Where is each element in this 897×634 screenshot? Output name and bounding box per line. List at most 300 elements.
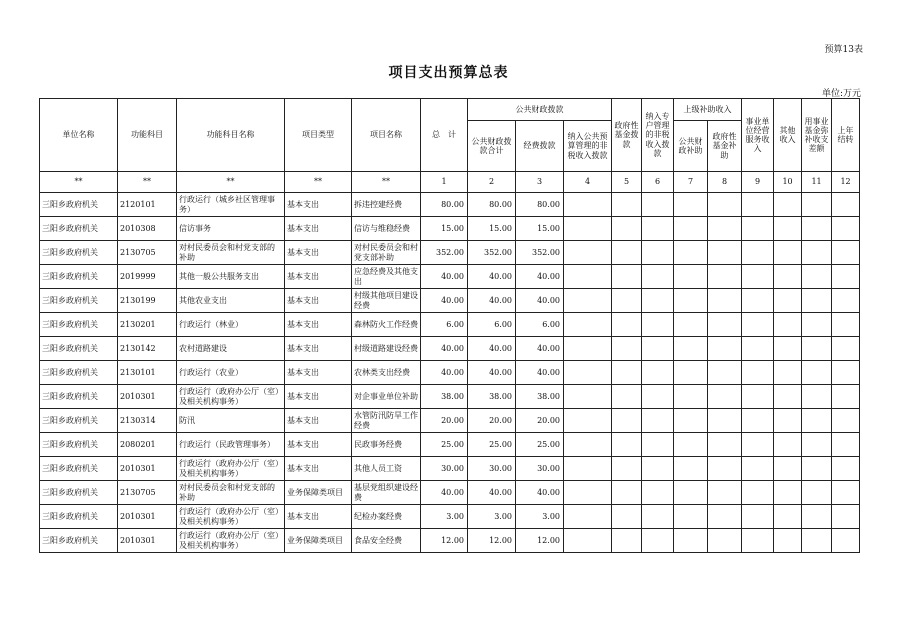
empty-cell <box>832 433 860 457</box>
empty-cell <box>832 217 860 241</box>
empty-cell <box>708 289 742 313</box>
empty-cell <box>612 457 642 481</box>
empty-cell <box>832 289 860 313</box>
empty-cell <box>612 481 642 505</box>
cell-unit-name: 三阳乡政府机关 <box>40 457 118 481</box>
empty-cell <box>802 361 832 385</box>
cell-func-code: 2130705 <box>118 481 177 505</box>
header-fund-balance: 用事业基金弥补收支差额 <box>802 99 832 172</box>
empty-cell <box>742 433 774 457</box>
empty-cell <box>708 241 742 265</box>
unit-label: 单位:万元 <box>821 89 861 99</box>
cell-func-code: 2010301 <box>118 385 177 409</box>
empty-cell <box>674 361 708 385</box>
empty-cell <box>564 457 612 481</box>
cell-unit-name: 三阳乡政府机关 <box>40 481 118 505</box>
cell-proj-name: 食品安全经费 <box>352 529 421 553</box>
table-row <box>40 361 860 385</box>
header-carryover: 上年结转 <box>832 99 860 172</box>
index-cell: 11 <box>802 172 832 193</box>
empty-cell <box>802 481 832 505</box>
cell-func-name: 防汛 <box>177 409 285 433</box>
empty-cell <box>642 313 674 337</box>
cell-func-code: 2130705 <box>118 241 177 265</box>
empty-cell <box>564 409 612 433</box>
empty-cell <box>642 265 674 289</box>
cell-func-name: 行政运行（民政管理事务） <box>177 433 285 457</box>
empty-cell <box>642 529 674 553</box>
empty-cell <box>832 241 860 265</box>
cell-pf-subtotal: 40.00 <box>468 361 516 385</box>
empty-cell <box>742 241 774 265</box>
empty-cell <box>674 337 708 361</box>
empty-cell <box>774 409 802 433</box>
empty-cell <box>564 193 612 217</box>
empty-cell <box>802 265 832 289</box>
empty-cell <box>774 505 802 529</box>
cell-unit-name: 三阳乡政府机关 <box>40 289 118 313</box>
cell-pf-subtotal: 352.00 <box>468 241 516 265</box>
empty-cell <box>802 313 832 337</box>
empty-cell <box>564 217 612 241</box>
empty-cell <box>832 409 860 433</box>
empty-cell <box>708 505 742 529</box>
empty-cell <box>832 265 860 289</box>
header-gov-fund: 政府性基金拨款 <box>612 99 642 172</box>
cell-proj-type: 基本支出 <box>285 457 352 481</box>
cell-pf-funding: 40.00 <box>516 337 564 361</box>
empty-cell <box>742 505 774 529</box>
cell-proj-name: 村级其他项目建设经费 <box>352 289 421 313</box>
empty-cell <box>708 193 742 217</box>
cell-proj-type: 业务保障类项目 <box>285 529 352 553</box>
empty-cell <box>774 529 802 553</box>
empty-cell <box>642 337 674 361</box>
empty-cell <box>708 385 742 409</box>
empty-cell <box>612 337 642 361</box>
cell-unit-name: 三阳乡政府机关 <box>40 193 118 217</box>
table-row <box>40 481 860 505</box>
cell-total: 15.00 <box>421 217 468 241</box>
empty-cell <box>674 385 708 409</box>
cell-pf-funding: 40.00 <box>516 481 564 505</box>
empty-cell <box>774 289 802 313</box>
cell-func-name: 行政运行（农业） <box>177 361 285 385</box>
cell-total: 80.00 <box>421 193 468 217</box>
header-operating: 事业单位经营服务收入 <box>742 99 774 172</box>
index-cell: 2 <box>468 172 516 193</box>
cell-pf-funding: 38.00 <box>516 385 564 409</box>
empty-cell <box>832 313 860 337</box>
header-special-nontax: 纳入专户管理的非税收入拨款 <box>642 99 674 172</box>
empty-cell <box>642 193 674 217</box>
cell-pf-funding: 20.00 <box>516 409 564 433</box>
empty-cell <box>742 457 774 481</box>
empty-cell <box>742 289 774 313</box>
header-proj-name: 项目名称 <box>352 99 421 172</box>
empty-cell <box>564 313 612 337</box>
empty-cell <box>832 193 860 217</box>
cell-total: 38.00 <box>421 385 468 409</box>
cell-func-code: 2019999 <box>118 265 177 289</box>
cell-pf-funding: 6.00 <box>516 313 564 337</box>
cell-pf-funding: 25.00 <box>516 433 564 457</box>
empty-cell <box>642 481 674 505</box>
empty-cell <box>708 217 742 241</box>
cell-proj-name: 水管防汛防旱工作经费 <box>352 409 421 433</box>
empty-cell <box>802 457 832 481</box>
cell-func-code: 2130201 <box>118 313 177 337</box>
index-cell: 8 <box>708 172 742 193</box>
cell-proj-name: 对村民委员会和村党支部补助 <box>352 241 421 265</box>
cell-func-name: 信访事务 <box>177 217 285 241</box>
cell-proj-type: 基本支出 <box>285 241 352 265</box>
cell-pf-funding: 15.00 <box>516 217 564 241</box>
header-other: 其他收入 <box>774 99 802 172</box>
cell-pf-subtotal: 12.00 <box>468 529 516 553</box>
table-row <box>40 217 860 241</box>
cell-total: 3.00 <box>421 505 468 529</box>
cell-func-name: 对村民委员会和村党支部的补助 <box>177 481 285 505</box>
cell-pf-funding: 40.00 <box>516 289 564 313</box>
empty-cell <box>612 193 642 217</box>
empty-cell <box>642 385 674 409</box>
cell-pf-subtotal: 25.00 <box>468 433 516 457</box>
cell-total: 25.00 <box>421 433 468 457</box>
empty-cell <box>612 505 642 529</box>
cell-proj-type: 基本支出 <box>285 217 352 241</box>
empty-cell <box>564 505 612 529</box>
cell-func-code: 2010301 <box>118 505 177 529</box>
cell-pf-subtotal: 38.00 <box>468 385 516 409</box>
index-cell: 7 <box>674 172 708 193</box>
cell-proj-type: 基本支出 <box>285 505 352 529</box>
cell-func-name: 行政运行（政府办公厅（室）及相关机构事务） <box>177 529 285 553</box>
empty-cell <box>708 433 742 457</box>
cell-pf-subtotal: 40.00 <box>468 337 516 361</box>
cell-func-name: 对村民委员会和村党支部的补助 <box>177 241 285 265</box>
header-pf-nontax: 纳入公共预算管理的非税收入拨款 <box>564 121 612 172</box>
empty-cell <box>802 409 832 433</box>
empty-cell <box>832 457 860 481</box>
empty-cell <box>612 409 642 433</box>
cell-total: 12.00 <box>421 529 468 553</box>
empty-cell <box>674 433 708 457</box>
cell-pf-subtotal: 40.00 <box>468 481 516 505</box>
empty-cell <box>742 529 774 553</box>
cell-unit-name: 三阳乡政府机关 <box>40 361 118 385</box>
empty-cell <box>774 481 802 505</box>
index-cell: ** <box>285 172 352 193</box>
empty-cell <box>832 385 860 409</box>
cell-func-code: 2010308 <box>118 217 177 241</box>
cell-proj-name: 民政事务经费 <box>352 433 421 457</box>
table-header <box>40 99 860 172</box>
empty-cell <box>742 361 774 385</box>
empty-cell <box>674 529 708 553</box>
cell-func-code: 2130199 <box>118 289 177 313</box>
table-row <box>40 433 860 457</box>
index-cell: 10 <box>774 172 802 193</box>
cell-proj-name: 纪检办案经费 <box>352 505 421 529</box>
cell-pf-subtotal: 3.00 <box>468 505 516 529</box>
cell-func-code: 2130101 <box>118 361 177 385</box>
cell-proj-name: 基层党组织建设经费 <box>352 481 421 505</box>
header-sup-public: 公共财政补助 <box>674 121 708 172</box>
empty-cell <box>564 481 612 505</box>
empty-cell <box>774 457 802 481</box>
header-func-name: 功能科目名称 <box>177 99 285 172</box>
empty-cell <box>802 385 832 409</box>
empty-cell <box>612 241 642 265</box>
empty-cell <box>802 505 832 529</box>
empty-cell <box>832 505 860 529</box>
empty-cell <box>708 529 742 553</box>
empty-cell <box>612 313 642 337</box>
table-row <box>40 289 860 313</box>
empty-cell <box>674 457 708 481</box>
empty-cell <box>802 241 832 265</box>
empty-cell <box>742 337 774 361</box>
empty-cell <box>564 433 612 457</box>
header-public-finance: 公共财政拨款 <box>468 99 612 121</box>
empty-cell <box>774 313 802 337</box>
cell-total: 40.00 <box>421 361 468 385</box>
empty-cell <box>708 313 742 337</box>
cell-func-name: 行政运行（城乡社区管理事务） <box>177 193 285 217</box>
empty-cell <box>742 313 774 337</box>
table-row <box>40 505 860 529</box>
header-unit-name: 单位名称 <box>40 99 118 172</box>
table-row <box>40 337 860 361</box>
empty-cell <box>832 337 860 361</box>
empty-cell <box>612 385 642 409</box>
cell-unit-name: 三阳乡政府机关 <box>40 265 118 289</box>
cell-proj-type: 业务保障类项目 <box>285 481 352 505</box>
empty-cell <box>832 481 860 505</box>
table-row <box>40 457 860 481</box>
cell-func-name: 行政运行（政府办公厅（室）及相关机构事务） <box>177 505 285 529</box>
empty-cell <box>612 529 642 553</box>
cell-proj-name: 其他人员工资 <box>352 457 421 481</box>
empty-cell <box>674 409 708 433</box>
cell-proj-type: 基本支出 <box>285 409 352 433</box>
empty-cell <box>642 289 674 313</box>
empty-cell <box>832 361 860 385</box>
cell-func-name: 行政运行（政府办公厅（室）及相关机构事务） <box>177 457 285 481</box>
empty-cell <box>642 409 674 433</box>
cell-func-code: 2010301 <box>118 529 177 553</box>
cell-proj-name: 对企事业单位补助 <box>352 385 421 409</box>
empty-cell <box>742 481 774 505</box>
empty-cell <box>742 265 774 289</box>
cell-unit-name: 三阳乡政府机关 <box>40 241 118 265</box>
index-cell: ** <box>118 172 177 193</box>
empty-cell <box>708 457 742 481</box>
cell-func-code: 2120101 <box>118 193 177 217</box>
cell-total: 30.00 <box>421 457 468 481</box>
index-row <box>40 172 860 193</box>
empty-cell <box>774 193 802 217</box>
cell-pf-subtotal: 30.00 <box>468 457 516 481</box>
cell-unit-name: 三阳乡政府机关 <box>40 529 118 553</box>
header-pf-funding: 经费拨款 <box>516 121 564 172</box>
cell-proj-name: 农林类支出经费 <box>352 361 421 385</box>
cell-proj-name: 森林防火工作经费 <box>352 313 421 337</box>
cell-unit-name: 三阳乡政府机关 <box>40 217 118 241</box>
cell-pf-funding: 80.00 <box>516 193 564 217</box>
empty-cell <box>564 337 612 361</box>
empty-cell <box>708 265 742 289</box>
cell-pf-subtotal: 20.00 <box>468 409 516 433</box>
empty-cell <box>742 193 774 217</box>
index-cell: 5 <box>612 172 642 193</box>
empty-cell <box>774 337 802 361</box>
cell-func-name: 其他一般公共服务支出 <box>177 265 285 289</box>
cell-proj-type: 基本支出 <box>285 265 352 289</box>
index-cell: ** <box>352 172 421 193</box>
cell-total: 40.00 <box>421 265 468 289</box>
cell-proj-type: 基本支出 <box>285 313 352 337</box>
cell-pf-funding: 352.00 <box>516 241 564 265</box>
table-row <box>40 529 860 553</box>
empty-cell <box>774 241 802 265</box>
cell-total: 40.00 <box>421 337 468 361</box>
empty-cell <box>774 265 802 289</box>
empty-cell <box>642 217 674 241</box>
cell-unit-name: 三阳乡政府机关 <box>40 433 118 457</box>
table-row <box>40 409 860 433</box>
empty-cell <box>802 289 832 313</box>
index-row-group <box>40 172 860 193</box>
table-row <box>40 313 860 337</box>
empty-cell <box>564 265 612 289</box>
empty-cell <box>642 505 674 529</box>
index-cell: 9 <box>742 172 774 193</box>
cell-func-code: 2010301 <box>118 457 177 481</box>
cell-proj-type: 基本支出 <box>285 361 352 385</box>
empty-cell <box>612 217 642 241</box>
cell-pf-subtotal: 40.00 <box>468 265 516 289</box>
page-title: 项目支出预算总表 <box>388 65 509 81</box>
cell-func-name: 其他农业支出 <box>177 289 285 313</box>
cell-pf-subtotal: 6.00 <box>468 313 516 337</box>
empty-cell <box>774 385 802 409</box>
empty-cell <box>674 505 708 529</box>
table-row <box>40 385 860 409</box>
cell-proj-name: 村级道路建设经费 <box>352 337 421 361</box>
empty-cell <box>742 385 774 409</box>
cell-proj-name: 应急经费及其他支出 <box>352 265 421 289</box>
cell-pf-funding: 30.00 <box>516 457 564 481</box>
empty-cell <box>564 241 612 265</box>
empty-cell <box>802 337 832 361</box>
empty-cell <box>774 433 802 457</box>
cell-unit-name: 三阳乡政府机关 <box>40 313 118 337</box>
cell-total: 6.00 <box>421 313 468 337</box>
empty-cell <box>612 433 642 457</box>
empty-cell <box>642 241 674 265</box>
cell-pf-funding: 40.00 <box>516 361 564 385</box>
cell-proj-type: 基本支出 <box>285 385 352 409</box>
index-cell: 1 <box>421 172 468 193</box>
empty-cell <box>802 529 832 553</box>
empty-cell <box>642 361 674 385</box>
empty-cell <box>742 217 774 241</box>
empty-cell <box>674 217 708 241</box>
empty-cell <box>642 457 674 481</box>
empty-cell <box>774 217 802 241</box>
cell-unit-name: 三阳乡政府机关 <box>40 385 118 409</box>
index-cell: ** <box>177 172 285 193</box>
cell-func-name: 行政运行（林业） <box>177 313 285 337</box>
header-func-code: 功能科目 <box>118 99 177 172</box>
empty-cell <box>564 361 612 385</box>
index-cell: 4 <box>564 172 612 193</box>
empty-cell <box>674 313 708 337</box>
empty-cell <box>642 433 674 457</box>
cell-proj-type: 基本支出 <box>285 289 352 313</box>
empty-cell <box>708 481 742 505</box>
empty-cell <box>832 529 860 553</box>
cell-pf-funding: 12.00 <box>516 529 564 553</box>
cell-total: 352.00 <box>421 241 468 265</box>
cell-total: 40.00 <box>421 289 468 313</box>
empty-cell <box>708 409 742 433</box>
empty-cell <box>612 361 642 385</box>
empty-cell <box>564 385 612 409</box>
empty-cell <box>612 265 642 289</box>
empty-cell <box>674 289 708 313</box>
cell-func-name: 行政运行（政府办公厅（室）及相关机构事务） <box>177 385 285 409</box>
cell-unit-name: 三阳乡政府机关 <box>40 505 118 529</box>
empty-cell <box>564 529 612 553</box>
empty-cell <box>708 337 742 361</box>
index-cell: 3 <box>516 172 564 193</box>
header-superior: 上级补助收入 <box>674 99 742 121</box>
cell-total: 40.00 <box>421 481 468 505</box>
cell-total: 20.00 <box>421 409 468 433</box>
empty-cell <box>802 193 832 217</box>
cell-proj-type: 基本支出 <box>285 193 352 217</box>
cell-func-name: 农村道路建设 <box>177 337 285 361</box>
table-body <box>40 193 860 553</box>
table-row <box>40 265 860 289</box>
cell-pf-funding: 3.00 <box>516 505 564 529</box>
cell-pf-subtotal: 80.00 <box>468 193 516 217</box>
header-total: 总 计 <box>421 99 468 172</box>
empty-cell <box>612 289 642 313</box>
empty-cell <box>802 433 832 457</box>
index-cell: 12 <box>832 172 860 193</box>
empty-cell <box>774 361 802 385</box>
cell-proj-name: 信访与维稳经费 <box>352 217 421 241</box>
header-proj-type: 项目类型 <box>285 99 352 172</box>
cell-pf-subtotal: 40.00 <box>468 289 516 313</box>
cell-pf-subtotal: 15.00 <box>468 217 516 241</box>
cell-pf-funding: 40.00 <box>516 265 564 289</box>
table-row <box>40 193 860 217</box>
cell-proj-name: 拆违控建经费 <box>352 193 421 217</box>
cell-func-code: 2080201 <box>118 433 177 457</box>
budget-table <box>39 98 860 553</box>
index-cell: 6 <box>642 172 674 193</box>
cell-unit-name: 三阳乡政府机关 <box>40 337 118 361</box>
cell-func-code: 2130142 <box>118 337 177 361</box>
empty-cell <box>674 481 708 505</box>
cell-proj-type: 基本支出 <box>285 433 352 457</box>
cell-unit-name: 三阳乡政府机关 <box>40 409 118 433</box>
